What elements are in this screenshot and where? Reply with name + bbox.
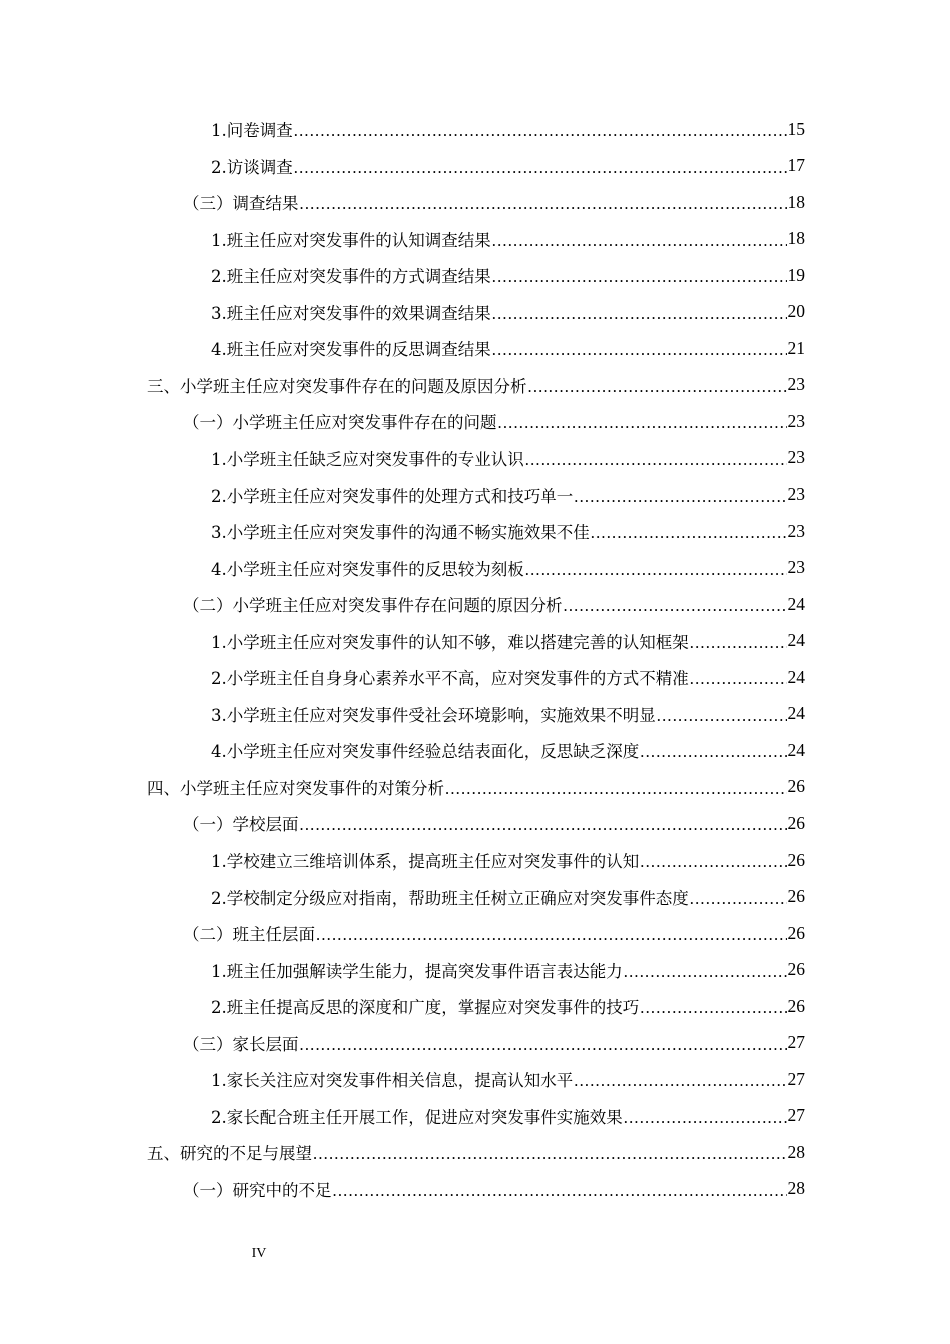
toc-entry-title: 4.班主任应对突发事件的反思调查结果 (211, 340, 491, 360)
toc-entry[interactable] (211, 988, 805, 1024)
dot-leader (498, 409, 787, 433)
dot-leader (492, 227, 787, 251)
dot-leader (640, 848, 786, 872)
toc-entry[interactable] (211, 257, 805, 293)
dot-leader (300, 190, 787, 214)
toc-entry-title: 2.小学班主任自身身心素养水平不高，应对突发事件的方式不精准 (211, 669, 689, 689)
toc-entry-page: 24 (787, 666, 805, 687)
dot-leader (492, 263, 787, 287)
dot-leader (300, 811, 787, 835)
toc-entry-title: 1.家长关注应对突发事件相关信息，提高认知水平 (211, 1071, 574, 1091)
toc-entry-page: 26 (787, 959, 805, 980)
toc-entry[interactable] (211, 111, 805, 147)
toc-entry[interactable] (183, 403, 805, 439)
toc-entry-title: 1.班主任应对突发事件的认知调查结果 (211, 230, 491, 250)
dot-leader (564, 592, 787, 616)
toc-entry[interactable] (211, 879, 805, 915)
toc-entry[interactable] (183, 805, 805, 841)
toc-entry[interactable] (211, 330, 805, 366)
toc-entry-title: 2.访谈调查 (211, 157, 293, 177)
toc-entry[interactable] (211, 294, 805, 330)
toc-entry[interactable] (211, 696, 805, 732)
toc-entry-title: 五、研究的不足与展望 (147, 1144, 312, 1164)
toc-entry-title: 3.小学班主任应对突发事件受社会环境影响，实施效果不明显 (211, 705, 656, 725)
toc-entry[interactable] (211, 477, 805, 513)
toc-entry[interactable] (211, 550, 805, 586)
toc-entry[interactable] (211, 1061, 805, 1097)
toc-entry-title: 4.小学班主任应对突发事件的反思较为刻板 (211, 559, 524, 579)
dot-leader (624, 958, 787, 982)
toc-entry[interactable] (211, 440, 805, 476)
toc-entry-page: 23 (787, 374, 805, 395)
dot-leader (294, 117, 787, 141)
toc-entry-page: 24 (787, 630, 805, 651)
toc-entry-page: 20 (787, 301, 805, 322)
toc-entry-page: 27 (787, 1105, 805, 1126)
toc-entry-page: 21 (787, 337, 805, 358)
dot-leader (624, 1104, 787, 1128)
toc-entry-page: 24 (787, 703, 805, 724)
dot-leader (640, 738, 786, 762)
toc-entry-title: （二）班主任层面 (183, 925, 315, 945)
toc-entry[interactable] (183, 1171, 805, 1207)
toc-entry-title: （一）小学班主任应对突发事件存在的问题 (183, 413, 497, 433)
toc-entry-title: 1.小学班主任缺乏应对突发事件的专业认识 (211, 449, 524, 469)
toc-entry[interactable] (211, 513, 805, 549)
dot-leader (445, 775, 787, 799)
dot-leader (300, 1031, 787, 1055)
dot-leader (690, 665, 787, 689)
toc-entry-page: 26 (787, 922, 805, 943)
toc-entry[interactable] (147, 367, 805, 403)
toc-entry-title: （一）研究中的不足 (183, 1180, 332, 1200)
toc-entry-page: 15 (787, 118, 805, 139)
toc-entry-title: （三）调查结果 (183, 194, 299, 214)
toc-entry-page: 24 (787, 739, 805, 760)
toc-entry[interactable] (183, 915, 805, 951)
dot-leader (528, 373, 787, 397)
toc-entry-page: 26 (787, 849, 805, 870)
toc-entry-title: 1.问卷调查 (211, 121, 293, 140)
toc-entry-page: 26 (787, 812, 805, 833)
toc-entry-title: （一）学校层面 (183, 815, 299, 835)
toc-entry-title: 2.班主任应对突发事件的方式调查结果 (211, 267, 491, 287)
dot-leader (525, 446, 787, 470)
dot-leader (640, 994, 786, 1018)
toc-entry-page: 26 (787, 995, 805, 1016)
dot-leader (313, 1140, 787, 1164)
dot-leader (657, 702, 787, 726)
toc-entry-page: 18 (787, 191, 805, 212)
toc-entry-page: 28 (787, 1178, 805, 1199)
dot-leader (574, 1067, 786, 1091)
dot-leader (492, 300, 787, 324)
dot-leader (591, 519, 787, 543)
toc-entry-title: 3.小学班主任应对突发事件的沟通不畅实施效果不佳 (211, 523, 590, 543)
toc-entry-page: 27 (787, 1032, 805, 1053)
toc-entry-title: 三、小学班主任应对突发事件存在的问题及原因分析 (147, 376, 527, 396)
dot-leader (294, 154, 787, 178)
toc-entry-title: 1.小学班主任应对突发事件的认知不够，难以搭建完善的认知框架 (211, 632, 689, 652)
toc-entry-title: 2.学校制定分级应对指南，帮助班主任树立正确应对突发事件态度 (211, 888, 689, 908)
toc-entry[interactable] (211, 842, 805, 878)
toc-entry[interactable] (211, 952, 805, 988)
toc-entry[interactable] (211, 1098, 805, 1134)
toc-entry-title: （二）小学班主任应对突发事件存在问题的原因分析 (183, 596, 563, 616)
toc-entry-page: 23 (787, 520, 805, 541)
toc-entry-title: （三）家长层面 (183, 1034, 299, 1054)
toc-entry-page: 23 (787, 447, 805, 468)
toc-entry-page: 18 (787, 228, 805, 249)
toc-entry-page: 23 (787, 410, 805, 431)
toc-entry-page: 23 (787, 557, 805, 578)
toc-entry-page: 26 (787, 776, 805, 797)
toc-entry-title: 3.班主任应对突发事件的效果调查结果 (211, 303, 491, 323)
toc-entry-title: 4.小学班主任应对突发事件经验总结表面化，反思缺乏深度 (211, 742, 640, 762)
dot-leader (333, 1177, 787, 1201)
toc-entry[interactable] (211, 659, 805, 695)
toc-entry-page: 27 (787, 1068, 805, 1089)
toc-entry-page: 19 (787, 264, 805, 285)
toc-entry[interactable] (147, 1134, 805, 1170)
toc-entry[interactable] (183, 184, 805, 220)
dot-leader (525, 556, 787, 580)
dot-leader (316, 921, 787, 945)
page-number: IV (251, 1246, 267, 1261)
dot-leader (574, 483, 786, 507)
toc-entry[interactable] (211, 221, 805, 257)
toc-entry[interactable] (211, 732, 805, 768)
toc-entry-page: 28 (787, 1141, 805, 1162)
toc-entry[interactable] (211, 623, 805, 659)
toc-entry-title: 1.班主任加强解读学生能力，提高突发事件语言表达能力 (211, 961, 623, 981)
toc-entry-page: 24 (787, 593, 805, 614)
toc-entry-title: 2.班主任提高反思的深度和广度，掌握应对突发事件的技巧 (211, 998, 640, 1018)
toc-entry-page: 23 (787, 484, 805, 504)
dot-leader (492, 336, 787, 360)
toc-entry-page: 26 (787, 886, 805, 907)
toc-entry-title: 四、小学班主任应对突发事件的对策分析 (147, 778, 444, 798)
toc-entry[interactable] (211, 148, 805, 184)
toc-entry[interactable] (183, 586, 805, 622)
toc-entry-title: 2.小学班主任应对突发事件的处理方式和技巧单一 (211, 486, 574, 506)
toc-entry-title: 1.学校建立三维培训体系，提高班主任应对突发事件的认知 (211, 852, 640, 871)
dot-leader (690, 885, 787, 909)
toc-entry-title: 2.家长配合班主任开展工作，促进应对突发事件实施效果 (211, 1107, 623, 1127)
toc-entry-page: 17 (787, 155, 805, 176)
toc-entry[interactable] (147, 769, 805, 805)
toc-entry[interactable] (183, 1025, 805, 1061)
dot-leader (690, 629, 787, 653)
